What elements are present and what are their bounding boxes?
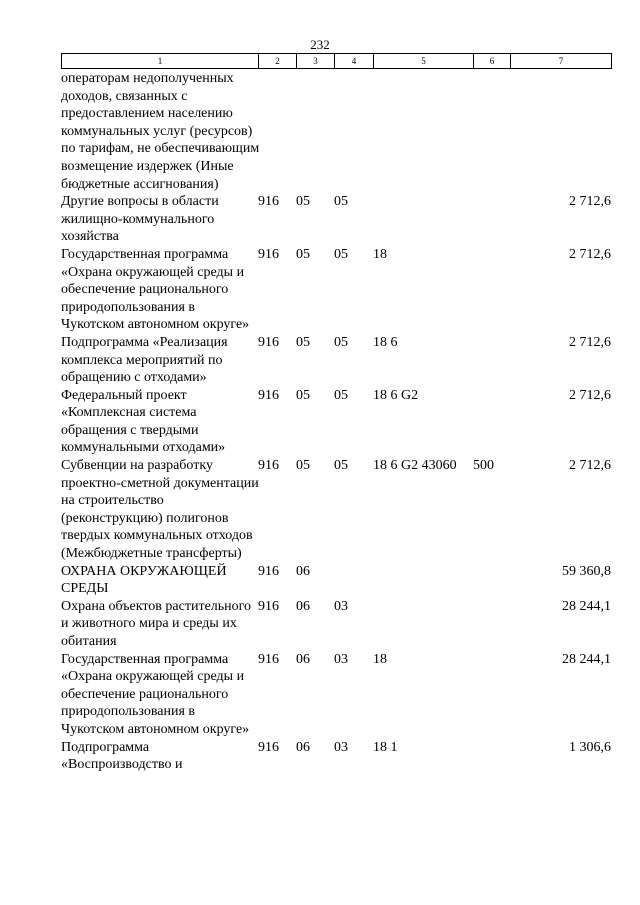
row-col-7: 1 306,6 (569, 739, 611, 755)
row-col-4: 03 (334, 598, 348, 614)
row-col-2: 916 (258, 651, 279, 667)
row-name: операторам недополученных доходов, связанных с предоставлением населению коммунальных услуг (ресурсов) по тарифам, не обеспечивающим возмещение издержек (Иные бюджетные ассигнования) (61, 71, 260, 192)
row-col-2: 916 (258, 246, 279, 262)
header-col-3: 3 (297, 54, 335, 69)
header-col-6: 6 (474, 54, 511, 69)
row-col-3: 06 (296, 739, 310, 755)
row-col-4: 05 (334, 458, 348, 474)
row-col-2: 916 (258, 458, 279, 474)
row-col-4: 03 (334, 739, 348, 755)
row-col-2: 916 (258, 334, 279, 350)
row-col-3: 05 (296, 334, 310, 350)
row-col-3: 05 (296, 458, 310, 474)
row-col-4: 05 (334, 334, 348, 350)
row-col-6: 500 (473, 458, 494, 474)
row-col-7: 2 712,6 (569, 194, 611, 210)
row-col-3: 05 (296, 246, 310, 262)
row-col-2: 916 (258, 563, 279, 579)
row-col-2: 916 (258, 387, 279, 403)
header-col-4: 4 (335, 54, 374, 69)
row-col-3: 05 (296, 194, 310, 210)
row-col-7: 2 712,6 (569, 387, 611, 403)
row-col-5: 18 6 (373, 334, 398, 350)
row-col-5: 18 6 G2 (373, 387, 419, 403)
row-col-5: 18 6 G2 43060 (373, 458, 457, 474)
row-col-5: 18 (373, 246, 387, 262)
row-col-3: 06 (296, 563, 310, 579)
row-name: ОХРАНА ОКРУЖАЮЩЕЙ СРЕДЫ (61, 563, 227, 597)
table-row (61, 598, 611, 651)
table-row (61, 193, 611, 246)
table-body (61, 70, 611, 774)
row-col-7: 28 244,1 (562, 651, 611, 667)
row-name: Другие вопросы в области жилищно-коммунального хозяйства (61, 194, 219, 245)
row-name: Федеральный проект «Комплексная система обращения с твердыми коммунальными отходами» (61, 387, 226, 456)
table-row (61, 334, 611, 387)
table-header (61, 53, 612, 69)
row-col-3: 05 (296, 387, 310, 403)
row-col-3: 06 (296, 598, 310, 614)
row-col-7: 2 712,6 (569, 458, 611, 474)
header-col-1: 1 (62, 54, 259, 69)
row-col-7: 2 712,6 (569, 334, 611, 350)
row-col-7: 2 712,6 (569, 246, 611, 262)
row-col-5: 18 (373, 651, 387, 667)
table-row (61, 739, 611, 774)
table-row (61, 387, 611, 457)
table-row (61, 70, 611, 193)
row-col-2: 916 (258, 194, 279, 210)
row-col-4: 05 (334, 387, 348, 403)
page-number: 232 (310, 37, 330, 52)
row-name: Подпрограмма «Воспроизводство и (61, 739, 183, 773)
table-row (61, 457, 611, 563)
header-col-7: 7 (511, 54, 612, 69)
row-col-3: 06 (296, 651, 310, 667)
row-col-2: 916 (258, 739, 279, 755)
table-row (61, 246, 611, 334)
row-col-7: 28 244,1 (562, 598, 611, 614)
row-col-4: 03 (334, 651, 348, 667)
row-name: Государственная программа «Охрана окружающей среды и обеспечение рационального природопользования в Чукотском автономном округе» (61, 651, 250, 737)
row-name: Субвенции на разработку проектно-сметной документации на строительство (реконструкцию) полигонов твердых коммунальных отходов (Межбюджетные трансферты) (61, 458, 259, 562)
row-col-7: 59 360,8 (562, 563, 611, 579)
row-col-4: 05 (334, 246, 348, 262)
row-col-2: 916 (258, 598, 279, 614)
row-name: Государственная программа «Охрана окружающей среды и обеспечение рационального природопользования в Чукотском автономном округе» (61, 246, 250, 333)
row-col-5: 18 1 (373, 739, 398, 755)
header-col-5: 5 (374, 54, 474, 69)
header-col-2: 2 (259, 54, 297, 69)
row-name: Охрана объектов растительного и животного мира и среды их обитания (61, 598, 252, 649)
table-row (61, 563, 611, 598)
table-row (61, 651, 611, 739)
row-col-4: 05 (334, 194, 348, 210)
row-name: Подпрограмма «Реализация комплекса мероприятий по обращению с отходами» (61, 334, 228, 386)
